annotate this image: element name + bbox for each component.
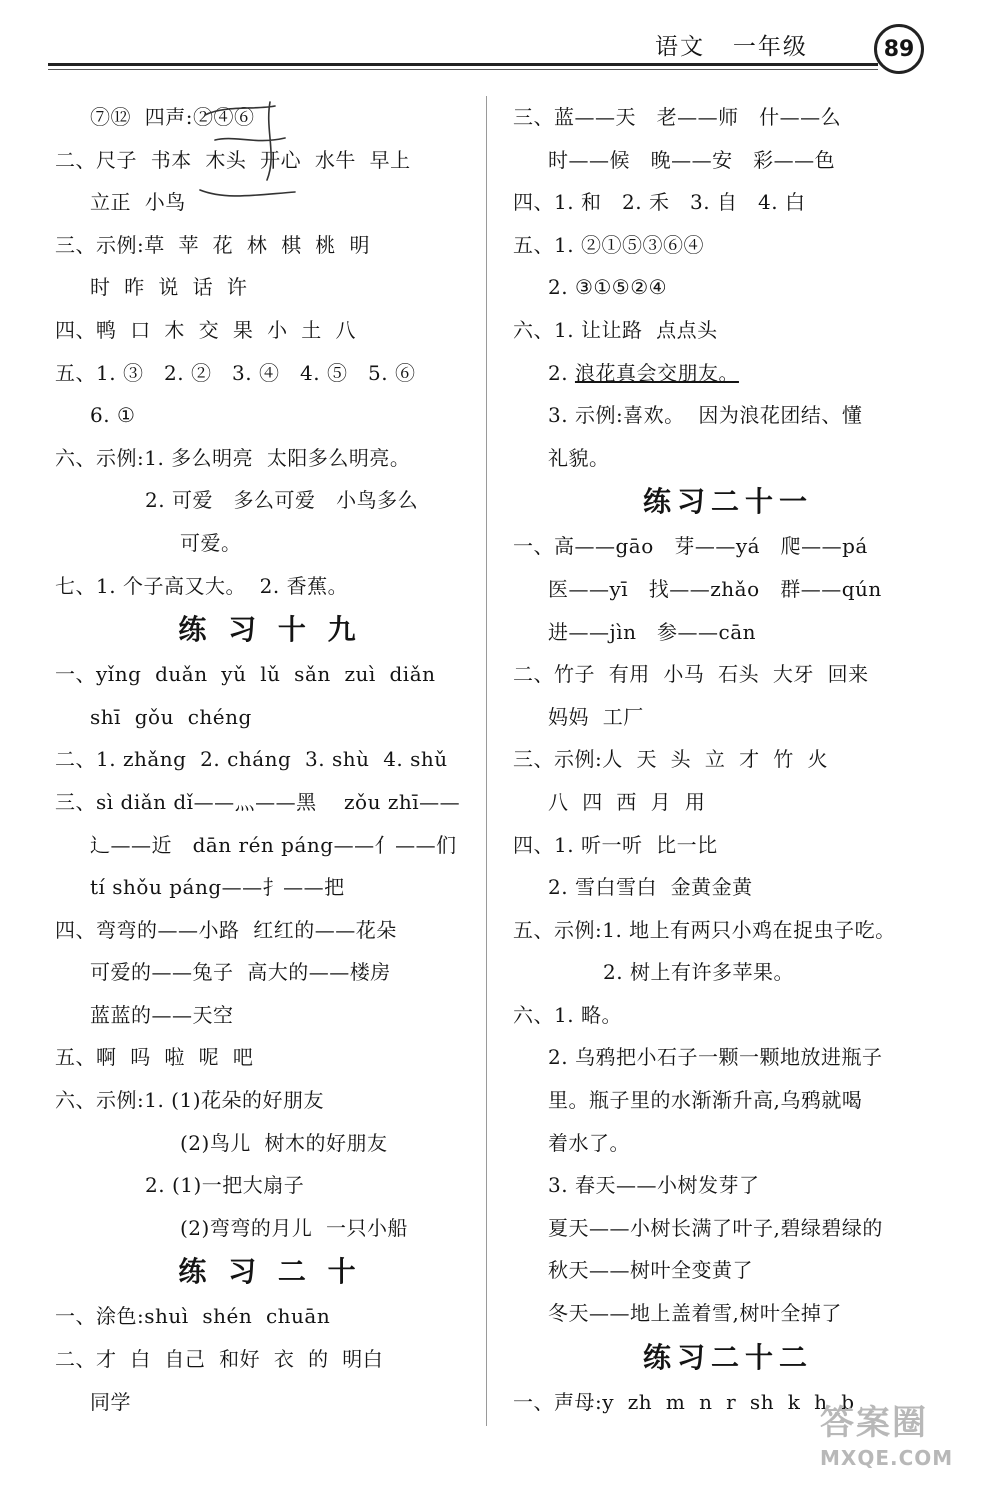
- answer-line: 冬天——地上盖着雪,树叶全掉了: [548, 1301, 842, 1326]
- answer-line: 三、示例:人 天 头 立 才 竹 火: [513, 747, 829, 772]
- answer-line: 可爱的——兔子 高大的——楼房: [90, 960, 391, 985]
- answer-line: 进——jìn 参——cān: [548, 619, 757, 644]
- answer-line: 2. 可爱 多么可爱 小鸟多么: [145, 488, 419, 513]
- answer-line: 五、示例:1. 地上有两只小鸡在捉虫子吃。: [513, 917, 896, 942]
- section-title: 练 习 二 十: [178, 1255, 362, 1289]
- answer-line: 五、1. ②①⑤③⑥④: [513, 232, 704, 257]
- answer-line: 六、示例:1. (1)花朵的好朋友: [55, 1088, 325, 1113]
- answer-line: 礼貌。: [548, 445, 610, 470]
- left-answer-column: [55, 96, 485, 1423]
- answer-line-prefix: 2.: [548, 360, 575, 385]
- answer-line: 3. 春天——小树发芽了: [548, 1173, 760, 1198]
- answer-line: 2. 雪白雪白 金黄金黄: [548, 875, 753, 900]
- answer-line: 时——候 晚——安 彩——色: [548, 147, 836, 172]
- answer-line: 二、尺子 书本 木头 开心 水牛 早上: [55, 147, 411, 172]
- answer-line: [513, 352, 943, 395]
- answer-line: 里。瓶子里的水渐渐升高,乌鸦就喝: [548, 1088, 863, 1113]
- answer-line: 立正 小鸟: [90, 190, 186, 215]
- header-rule: [48, 63, 878, 66]
- answer-line: 蓝蓝的——天空: [90, 1002, 234, 1027]
- page-number-badge: 89: [874, 24, 924, 74]
- answer-line: 一、涂色:shuì shén chuān: [55, 1304, 331, 1329]
- answer-line: 四、1. 和 2. 禾 3. 自 4. 白: [513, 190, 806, 215]
- answer-line: 妈妈 工厂: [548, 704, 644, 729]
- answer-line: 三、示例:草 苹 花 林 棋 桃 明: [55, 232, 371, 257]
- answer-line: 时 昨 说 话 许: [90, 275, 248, 300]
- answer-line: shī gǒu chéng: [90, 704, 252, 729]
- subject-grade-label: 语文 一年级: [655, 34, 808, 60]
- answer-line: 辶——近 dān rén páng——亻——们: [90, 832, 457, 857]
- answer-line: 3. 示例:喜欢。 因为浪花团结、懂: [548, 403, 863, 428]
- underlined-answer: 浪花真会交朋友。: [574, 360, 739, 385]
- answer-line: 四、鸭 口 木 交 果 小 土 八: [55, 317, 357, 342]
- answer-line: 三、sì diǎn dǐ——灬——黑 zǒu zhī——: [55, 789, 461, 814]
- pen-scribble-mark: [195, 100, 305, 220]
- answer-line: 2. (1)一把大扇子: [145, 1173, 305, 1198]
- answer-line: (2)鸟儿 树木的好朋友: [180, 1130, 388, 1155]
- section-title: 练习二十二: [642, 1340, 813, 1374]
- answer-line: 六、示例:1. 多么明亮 太阳多么明亮。: [55, 445, 411, 470]
- answer-line: 2. 乌鸦把小石子一颗一颗地放进瓶子: [548, 1045, 883, 1070]
- answer-line: 着水了。: [548, 1130, 630, 1155]
- answer-line: 五、啊 吗 啦 呢 吧: [55, 1045, 254, 1070]
- answer-line: 二、1. zhǎng 2. cháng 3. shù 4. shǔ: [55, 747, 448, 772]
- answer-line: 六、1. 略。: [513, 1002, 622, 1027]
- answer-line: 二、才 白 自己 和好 衣 的 明白: [55, 1347, 384, 1372]
- answer-line: (2)弯弯的月儿 一只小船: [180, 1215, 409, 1240]
- answer-line: 可爱。: [180, 530, 242, 555]
- answer-line: 2. ③①⑤②④: [548, 275, 668, 300]
- answer-line: ⑦⑫ 四声:②④⑥: [90, 105, 255, 129]
- answer-line: 三、蓝——天 老——师 什——么: [513, 105, 842, 129]
- answer-line: tí shǒu páng——扌——把: [90, 875, 345, 900]
- section-title: 练习二十一: [642, 485, 813, 519]
- right-answer-column: [513, 96, 943, 1423]
- page-header: [0, 0, 1000, 80]
- answer-line: 八 四 西 月 用: [548, 789, 706, 814]
- answer-line: 七、1. 个子高又大。 2. 香蕉。: [55, 573, 349, 598]
- watermark-bottom-text: MXQE.COM: [820, 1446, 954, 1470]
- answer-line: 五、1. ③ 2. ② 3. ④ 4. ⑤ 5. ⑥: [55, 360, 416, 385]
- watermark-top-text: 答案圈: [820, 1403, 928, 1443]
- answer-line: 一、yǐng duǎn yǔ lǔ sǎn zuì diǎn: [55, 662, 436, 687]
- column-divider: [486, 96, 487, 1426]
- answer-line: 一、高——gāo 芽——yá 爬——pá: [513, 534, 868, 559]
- answer-line: 四、弯弯的——小路 红红的——花朵: [55, 917, 397, 942]
- answer-line: 二、竹子 有用 小马 石头 大牙 回来: [513, 662, 869, 687]
- answer-line: 秋天——树叶全变黄了: [548, 1258, 753, 1283]
- answer-line: 一、声母:y zh m n r sh k h b: [513, 1389, 855, 1414]
- answer-line: 6. ①: [90, 403, 136, 428]
- header-rule-thin: [48, 69, 878, 70]
- answer-line: 2. 树上有许多苹果。: [603, 960, 794, 985]
- answer-line: 夏天——小树长满了叶子,碧绿碧绿的: [548, 1215, 883, 1240]
- answer-line: 六、1. 让让路 点点头: [513, 317, 718, 342]
- watermark-logo: [820, 1395, 990, 1485]
- answer-line: 医——yī 找——zhǎo 群——qún: [548, 576, 882, 601]
- section-title: 练 习 十 九: [178, 613, 362, 647]
- answer-line: 四、1. 听一听 比一比: [513, 832, 718, 857]
- answer-line: 同学: [90, 1389, 131, 1414]
